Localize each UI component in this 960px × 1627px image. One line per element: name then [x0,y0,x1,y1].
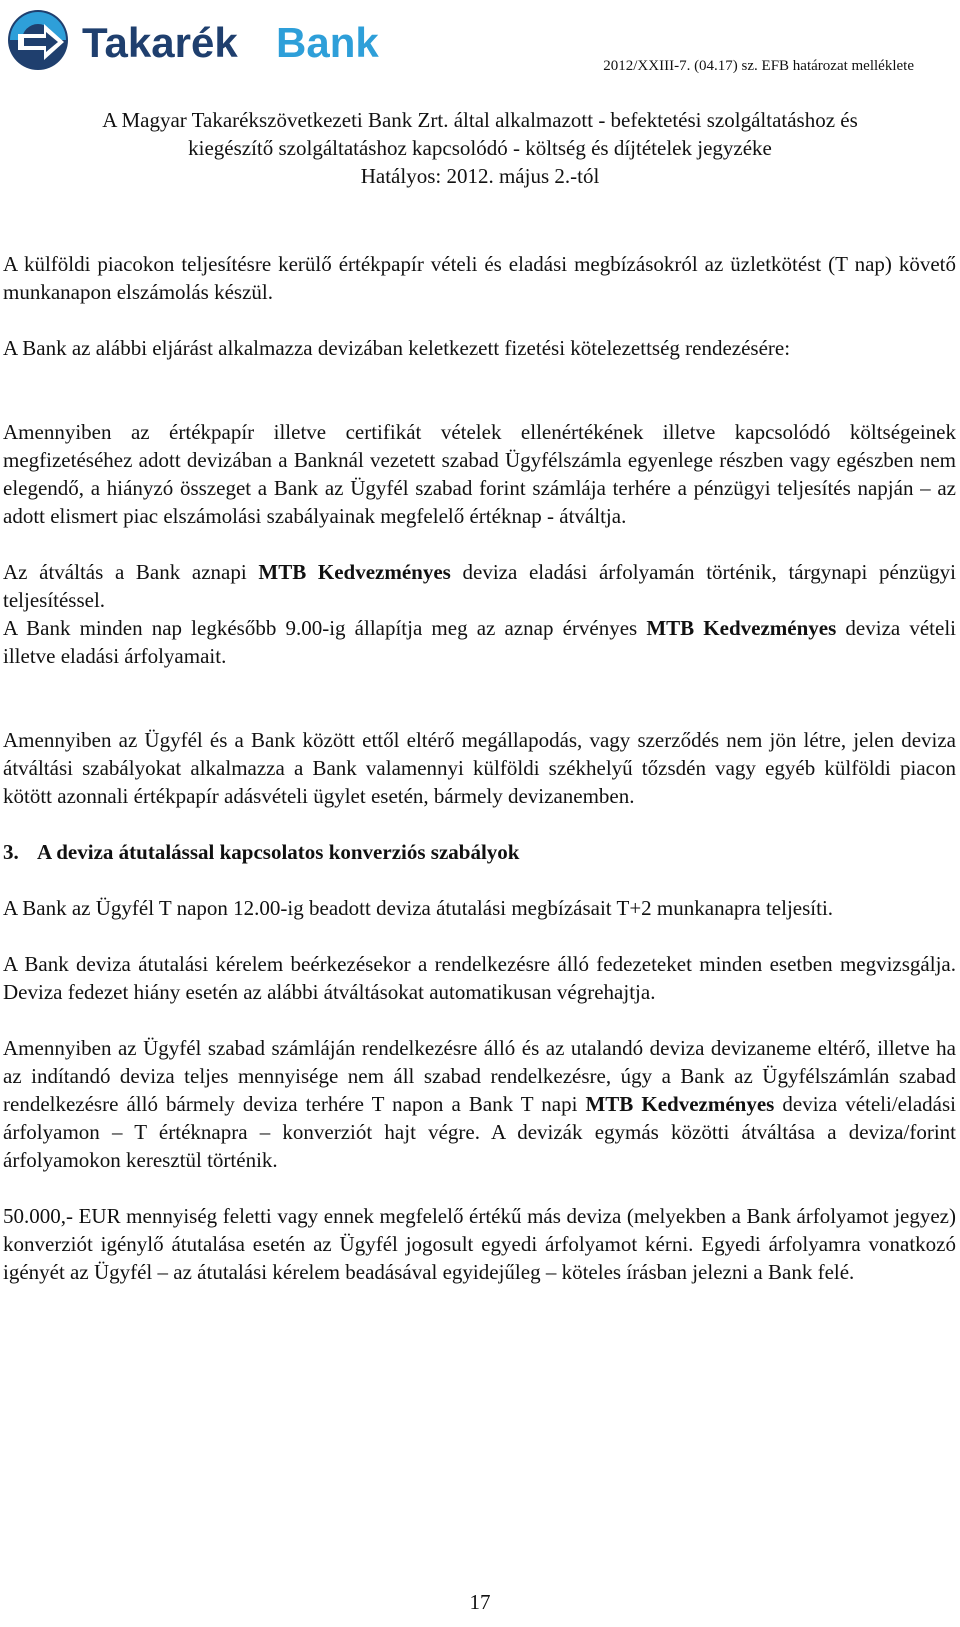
mtb-kedvezmenyes-label: MTB Kedvezményes [585,1092,775,1116]
document-body [3,250,956,1286]
title-line-3: Hatályos: 2012. május 2.-tól [360,164,600,188]
paragraph-insufficient-balance: Amennyiben az értékpapír illetve certifikát vételek ellenértékének illetve kapcsolódó költségeinek megfizetéséhez adott devizában a Banknál vezetett szabad Ügyfélszámla egyenlege részben vagy egészben nem elegendő, a hiányzó összeget a Bank az Ügyfél szabad forint számlája terhére a pénzügyi teljesítés napján – az adott elismert piac elszámolási szabályainak megfelelő értéknap - átváltja. [3,420,956,528]
paragraph-conversion-rate: Az átváltás a Bank aznapi MTB Kedvezményes deviza eladási árfolyamán történik, tárgynapi pénzügyi teljesítéssel. [3,560,957,612]
mtb-kedvezmenyes-label: MTB Kedvezményes [258,560,451,584]
document-title [0,106,960,190]
paragraph-procedure-intro: A Bank az alábbi eljárást alkalmazza devizában keletkezett fizetési kötelezettség rendezésére: [3,336,791,360]
paragraph-automatic-conversion: Amennyiben az Ügyfél szabad számláján rendelkezésre álló és az utalandó deviza devizaneme eltérő, illetve ha az indítandó deviza teljes mennyisége nem áll szabad rendelkezésre, úgy a Bank az Ügyfélszámlán szabad rendelkezésre álló bármely deviza terhére T napon a Bank T napi MTB Kedvezményes deviza vételi/eladási árfolyamon – T értéknapra – konverziót hajt végre. A devizák egymás közötti átváltása a deviza/forint árfolyamokon keresztül történik. [3,1036,956,1172]
logo-graphic [4,6,424,76]
paragraph-individual-rate: 50.000,- EUR mennyiség feletti vagy ennek megfelelő értékű más deviza (melyekben a Bank árfolyamot jegyez) konverziót igénylő átutalása esetén az Ügyfél jogosult egyedi árfolyamot kérni. Egyedi árfolyamra vonatkozó igényét az Ügyfél – az átutalási kérelem beadásával egyidejűleg – köteles írásban jelezni a Bank felé. [3,1204,956,1284]
page-header [0,0,960,85]
svg-text:Bank: Bank [276,19,379,66]
section-heading-3 [3,838,956,866]
section-number: 3. [3,840,19,864]
mtb-kedvezmenyes-label: MTB Kedvezményes [646,616,837,640]
decree-reference: 2012/XXIII-7. (04.17) sz. EFB határozat melléklete [603,58,914,74]
paragraph-transfer-deadline: A Bank az Ügyfél T napon 12.00-ig beadott deviza átutalási megbízásait T+2 munkanapra teljesíti. [3,896,834,920]
svg-text:Takarék: Takarék [82,19,238,66]
takarekbank-logo [4,6,424,76]
paragraph-daily-rates: A Bank minden nap legkésőbb 9.00-ig állapítja meg az aznap érvényes MTB Kedvezményes deviza vételi illetve eladási árfolyamait. [3,616,956,668]
section-title: A deviza átutalással kapcsolatos konverziós szabályok [37,840,520,864]
title-line-2: kiegészítő szolgáltatáshoz kapcsolódó - költség és díjtételek jegyzéke [188,136,772,160]
page-number: 17 [469,1590,491,1614]
paragraph-coverage-check: A Bank deviza átutalási kérelem beérkezésekor a rendelkezésre álló fedezeteket minden esetben megvizsgálja. Deviza fedezet hiány esetén az alábbi átváltásokat automatikusan végrehajtja. [3,952,956,1004]
paragraph-applicability: Amennyiben az Ügyfél és a Bank között ettől eltérő megállapodás, vagy szerződés nem jön létre, jelen deviza átváltási szabályokat alkalmazza a Bank valamennyi külföldi székhelyű tőzsdén vagy egyéb külföldi piacon kötött azonnali értékpapír adásvételi ügylet esetén, bármely devizanemben. [3,728,956,808]
paragraph-foreign-markets: A külföldi piacokon teljesítésre kerülő értékpapír vételi és eladási megbízásokról az üzletkötést (T nap) követő munkanapon elszámolás készül. [3,252,956,304]
title-line-1: A Magyar Takarékszövetkezeti Bank Zrt. által alkalmazott - befektetési szolgáltatáshoz és [102,108,858,132]
